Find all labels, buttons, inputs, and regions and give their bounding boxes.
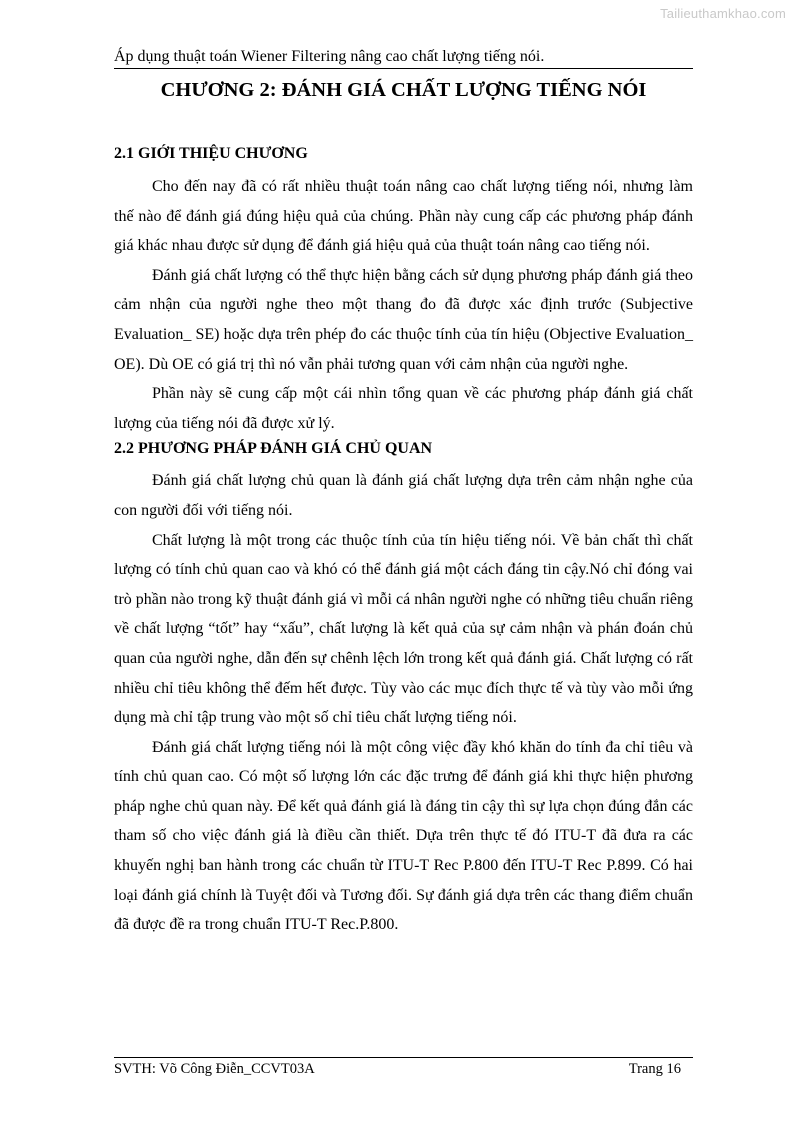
page-number: Trang 16 <box>628 1061 681 1077</box>
section-heading: 2.2 PHƯƠNG PHÁP ĐÁNH GIÁ CHỦ QUAN <box>114 440 433 458</box>
section-2-1 <box>114 143 693 438</box>
chapter-title: CHƯƠNG 2: ĐÁNH GIÁ CHẤT LƯỢNG TIẾNG NÓI <box>160 79 647 101</box>
running-footer <box>114 1057 693 1077</box>
section-heading: 2.1 GIỚI THIỆU CHƯƠNG <box>114 145 308 162</box>
watermark: Tailieuthamkhao.com <box>660 6 786 21</box>
paragraph: Chất lượng là một trong các thuộc tính của tín hiệu tiếng nói. Về bản chất thì chất lượng có tính chủ quan cao và khó có thể đánh giá một cách đáng tin cậy.Nó chỉ đóng vai trò phần nào trong kỹ thuật đánh giá vì mỗi cá nhân người nghe có những tiêu chuẩn riêng về chất lượng “tốt” hay “xấu”, chất lượng là kết quả của sự cảm nhận và phán đoán chủ quan của người nghe, dẫn đến sự chênh lệch lớn trong kết quả đánh giá. Chất lượng có rất nhiều chỉ tiêu không thể đếm hết được. Tùy vào các mục đích thực tế và tùy vào mỗi ứng dụng mà chỉ tập trung vào một số chỉ tiêu chất lượng tiếng nói. <box>114 531 693 727</box>
paragraph: Đánh giá chất lượng tiếng nói là một công việc đầy khó khăn do tính đa chỉ tiêu và tính chủ quan cao. Có một số lượng lớn các đặc trưng để đánh giá khi thực hiện phương pháp nghe chủ quan này. Để kết quả đánh giá là đáng tin cậy thì sự lựa chọn đúng đắn các tham số cho việc đánh giá là điều cần thiết. Dựa trên thực tế đó ITU-T đã đưa ra các khuyến nghị ban hành trong các chuẩn từ ITU-T Rec P.800 đến ITU-T Rec P.899. Có hai loại đánh giá chính là Tuyệt đối và Tương đối. Sự đánh giá dựa trên các thang điểm chuẩn đã được đề ra trong chuẩn ITU-T Rec.P.800. <box>114 738 693 934</box>
paragraph: Đánh giá chất lượng chủ quan là đánh giá chất lượng dựa trên cảm nhận nghe của con người đối với tiếng nói. <box>114 472 693 519</box>
section-2-2 <box>114 438 693 940</box>
paragraph: Phần này sẽ cung cấp một cái nhìn tổng quan về các phương pháp đánh giá chất lượng của tiếng nói đã được xử lý. <box>114 385 693 432</box>
document-body <box>114 143 693 940</box>
running-header: Áp dụng thuật toán Wiener Filtering nâng cao chất lượng tiếng nói. <box>114 47 693 69</box>
footer-author: SVTH: Võ Công Điễn_CCVT03A <box>114 1061 315 1077</box>
paragraph: Cho đến nay đã có rất nhiều thuật toán nâng cao chất lượng tiếng nói, nhưng làm thế nào để đánh giá đúng hiệu quả của chúng. Phần này cung cấp các phương pháp đánh giá khác nhau được sử dụng để đánh giá hiệu quả của thuật toán nâng cao tiếng nói. <box>114 178 693 255</box>
paragraph: Đánh giá chất lượng có thể thực hiện bằng cách sử dụng phương pháp đánh giá theo cảm nhận của người nghe theo một thang đo đã được xác định trước (Subjective Evaluation_ SE) hoặc dựa trên phép đo các thuộc tính của tín hiệu (Objective Evaluation_ OE). Dù OE có giá trị thì nó vẫn phải tương quan với cảm nhận của người nghe. <box>114 266 693 373</box>
